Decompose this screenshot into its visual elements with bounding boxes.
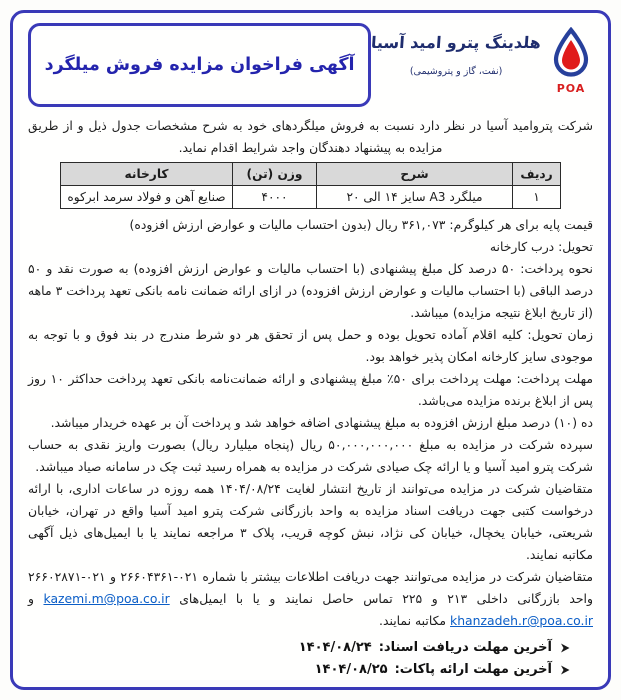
table-header-row	[61, 163, 561, 186]
paragraph: ده (۱۰) درصد مبلغ ارزش افزوده به مبلغ پیشنهادی اضافه خواهد شد و پرداخت آن بر عهده خریدار میباشد.	[50, 415, 593, 430]
logo-poa-label: POA	[556, 82, 586, 95]
table-header-cell: وزن (تن)	[233, 163, 317, 186]
table-header-cell: ردیف	[513, 163, 561, 186]
company-brand	[371, 23, 593, 95]
company-subtitle: (نفت، گاز و پتروشیمی)	[409, 66, 503, 77]
deadline-label: آخرین مهلت ارائه پاکات:	[394, 662, 552, 677]
table-body	[61, 186, 561, 209]
table-header-cell: شرح	[317, 163, 513, 186]
company-logo	[549, 27, 593, 95]
paragraph: نحوه پرداخت: ۵۰ درصد کل مبلغ پیشنهادی (با احتساب مالیات و عوارض ارزش افزوده) به صورت نقد و ۵۰ درصد الباقی (با احتساب مالیات و عوارض ارزش افزوده) در ازای ارائه ضمانت نامه بانکی تعهد پرداخت ۳ ماهه (از تاریخ ابلاغ نتیجه مزایده) میباشد.	[28, 261, 594, 320]
paragraph: قیمت پایه برای هر کیلوگرم: ۳۶۱,۰۷۳ ریال (بدون احتساب مالیات و عوارض ارزش افزوده)	[129, 217, 593, 232]
header	[28, 23, 593, 107]
document-body	[28, 115, 593, 681]
body-paragraphs	[28, 214, 593, 566]
announcement-title-box	[28, 23, 371, 107]
table-cell: ۱	[513, 186, 561, 209]
company-name: هلدینگ پترو امید آسیا	[370, 33, 542, 52]
deadline-item	[28, 637, 571, 659]
table-cell: میلگرد A3 سایز ۱۴ الی ۲۰	[317, 186, 513, 209]
paragraph: سپرده شرکت در مزایده به مبلغ ۵۰,۰۰۰,۰۰۰,۰۰۰ ریال (پنجاه میلیارد ریال) بصورت واریز نقدی به حساب شرکت پترو امید آسیا و یا ارائه چک صیادی شرکت در مزایده به همراه رسید ثبت چک در سامانه صیاد میباشد.	[28, 437, 593, 474]
company-name-block	[371, 27, 541, 77]
deadline-list	[28, 637, 593, 681]
contact-paragraph	[28, 566, 593, 632]
arrowhead-bullet-icon	[559, 664, 571, 676]
paragraph: متقاضیان شرکت در مزایده می‌توانند از تاریخ انتشار لغایت ۱۴۰۴/۰۸/۲۴ همه روزه در ساعات اداری، با ارائه درخواست کتبی جهت دریافت اسناد مزایده به واحد بازرگانی شرکت پترو امید آسیا واقع در تهران، خیابان شریعتی، خیابان یخچال، خیابان کی نژاد، نبش کوچه قریب، پلاک ۳ مراجعه نمایند یا با ایمیل‌های ذیل آگهی مکاتبه نمایند.	[28, 481, 593, 562]
page-title: آگهی فراخوان مزایده فروش میلگرد	[44, 55, 355, 75]
table-cell: ۴۰۰۰	[233, 186, 317, 209]
table-row	[61, 186, 561, 209]
table-cell: صنایع آهن و فولاد سرمد ابرکوه	[61, 186, 233, 209]
deadline-date: ۱۴۰۴/۰۸/۲۵	[314, 662, 388, 677]
contact-conjunction: و	[28, 591, 34, 606]
page-border-frame	[10, 10, 611, 690]
deadline-label: آخرین مهلت دریافت اسناد:	[378, 640, 552, 655]
paragraph: مهلت پرداخت: مهلت پرداخت برای ۵۰٪ مبلغ پیشنهادی و ارائه ضمانت‌نامه بانکی تعهد پرداخت حداکثر ۱۰ روز پس از ابلاغ برنده مزایده می‌باشد.	[28, 371, 593, 408]
arrowhead-bullet-icon	[559, 642, 571, 654]
table-header-cell: کارخانه	[61, 163, 233, 186]
deadline-item	[28, 659, 571, 681]
email-link-khanzadeh[interactable]: khanzadeh.r@poa.co.ir	[450, 613, 593, 628]
contact-text-after: مکاتبه نمایند.	[379, 613, 447, 628]
deadline-date: ۱۴۰۴/۰۸/۲۴	[298, 640, 372, 655]
intro-paragraph: شرکت پتروامید آسیا در نظر دارد نسبت به فروش میلگردهای خود به شرح مشخصات جدول ذیل و از طریق مزایده به پیشنهاد دهندگان واجد شرایط اقدام نماید.	[28, 118, 593, 155]
spec-table	[60, 162, 561, 209]
oil-drop-logo-icon	[551, 27, 591, 81]
paragraph: تحویل: درب کارخانه	[489, 239, 593, 254]
paragraph: زمان تحویل: کلیه اقلام آماده تحویل بوده و حمل پس از تحقق هر دو شرط مندرج در بند فوق و با توجه به موجودی سایز کارخانه امکان پذیر خواهد بود.	[28, 327, 593, 364]
contact-text-before: متقاضیان شرکت در مزایده می‌توانند جهت دریافت اطلاعات بیشتر با شماره ۰۲۱-۲۶۶۰۴۳۶۱ و ۰۲۱-۲۶۶۰۲۸۷۱ واحد بازرگانی داخلی ۲۱۳ و ۲۲۵ تماس حاصل نمایند و یا با ایمیل‌های	[28, 569, 593, 606]
email-link-kazemi[interactable]: kazemi.m@poa.co.ir	[43, 591, 170, 606]
